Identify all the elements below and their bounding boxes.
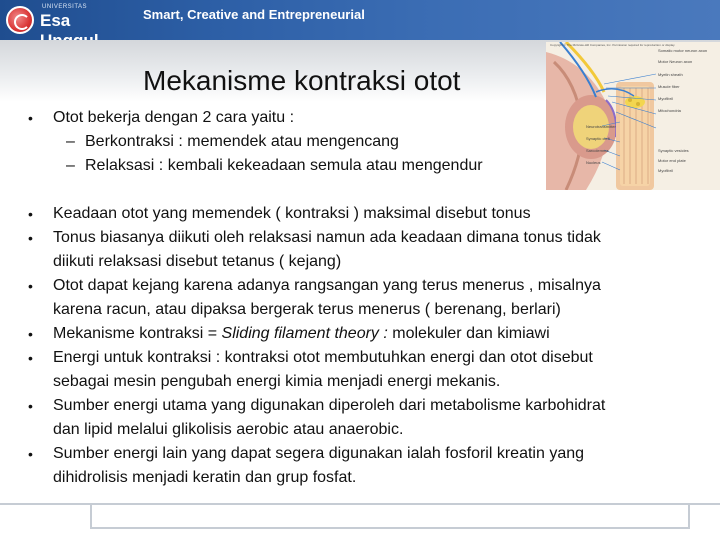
figure-label: Neurotransmitter [586,124,616,129]
slide-title: Mekanisme kontraksi otot [143,65,461,96]
bullet-text-tail: molekuler dan kimiawi [392,325,550,342]
figure-label: Muscle fiber [658,84,680,89]
bullet-text: Energi untuk kontraksi : kontraksi otot membutuhkan energi dan otot disebut [53,349,593,366]
figure-label: Synaptic vesicles [658,148,689,153]
bullet-text: sebagai mesin pengubah energi kimia menjadi energi mekanis. [53,373,501,390]
figure-label: Myelin sheath [658,72,683,77]
sub-dash: – [66,157,75,174]
bullet-text: diikuti relaksasi disebut tetanus ( kejang) [53,253,342,270]
bullet-text: dihidrolisis menjadi keratin dan grup fosfat. [53,469,357,486]
figure-label: Myofibril [658,96,673,101]
figure-label: Somatic motor neuron axon [658,48,708,53]
figure-label: Synaptic cleft [586,136,610,141]
bullet-marker: • [28,446,33,462]
bullet-marker: • [28,326,33,342]
logo-small-text: UNIVERSITAS [42,4,88,10]
footer-frame [90,505,690,529]
bullet-marker: • [28,230,33,246]
university-logo[interactable] [6,4,130,36]
figure-label: Sarcolemma [586,148,609,153]
bullet-text: Otot dapat kejang karena adanya rangsangan yang terus menerus , misalnya [53,277,601,294]
bullet-text: Tonus biasanya diikuti oleh relaksasi namun ada keadaan dimana tonus tidak [53,229,601,246]
bullet-text [53,324,550,344]
bullet-text: Sumber energi utama yang digunakan diperoleh dari metabolisme karbohidrat [53,397,606,414]
figure-label: Motor end plate [658,158,686,163]
bullet-text-lead: Mekanisme kontraksi = [53,325,222,342]
figure-label: Mitochondria [658,108,681,113]
bullet-text: karena racun, atau dipaksa bergerak terus menerus ( berenang, berlari) [53,301,561,318]
bullet-marker: • [28,206,33,222]
header-bar [0,0,720,40]
intro-text: Otot bekerja dengan 2 cara yaitu : [53,109,295,126]
bullet-marker: • [28,350,33,366]
bullet-text: dan lipid melalui glikolisis aerobic atau anaerobic. [53,421,404,438]
sub-item: Relaksasi : kembali kekeadaan semula atau mengendur [85,157,483,174]
sub-dash: – [66,133,75,150]
logo-name: Esa [40,11,71,30]
tagline: Smart, Creative and Entrepreneurial [143,7,365,22]
sub-item: Berkontraksi : memendek atau mengencang [85,133,399,150]
figure-label: Nucleus [586,160,601,165]
bullet-text-italic: Sliding filament theory : [221,325,393,342]
bullet-marker: • [28,278,33,294]
bullet-text: Sumber energi lain yang dapat segera digunakan ialah fosforil kreatin yang [53,445,585,462]
bullet-marker: • [28,398,33,414]
figure-caption: Copyright © The McGraw-Hill Companies, Inc. Permission required for reproduction or display. [550,43,676,47]
figure-label: Myofibril [658,168,673,173]
figure-label: Motor Neuron axon [658,59,693,64]
neuromuscular-junction-figure [546,42,720,190]
bullet-text: Keadaan otot yang memendek ( kontraksi ) maksimal disebut tonus [53,205,531,222]
figure-illustration [546,42,720,190]
bullet-marker: • [28,110,33,126]
logo-emblem-icon [6,6,34,34]
